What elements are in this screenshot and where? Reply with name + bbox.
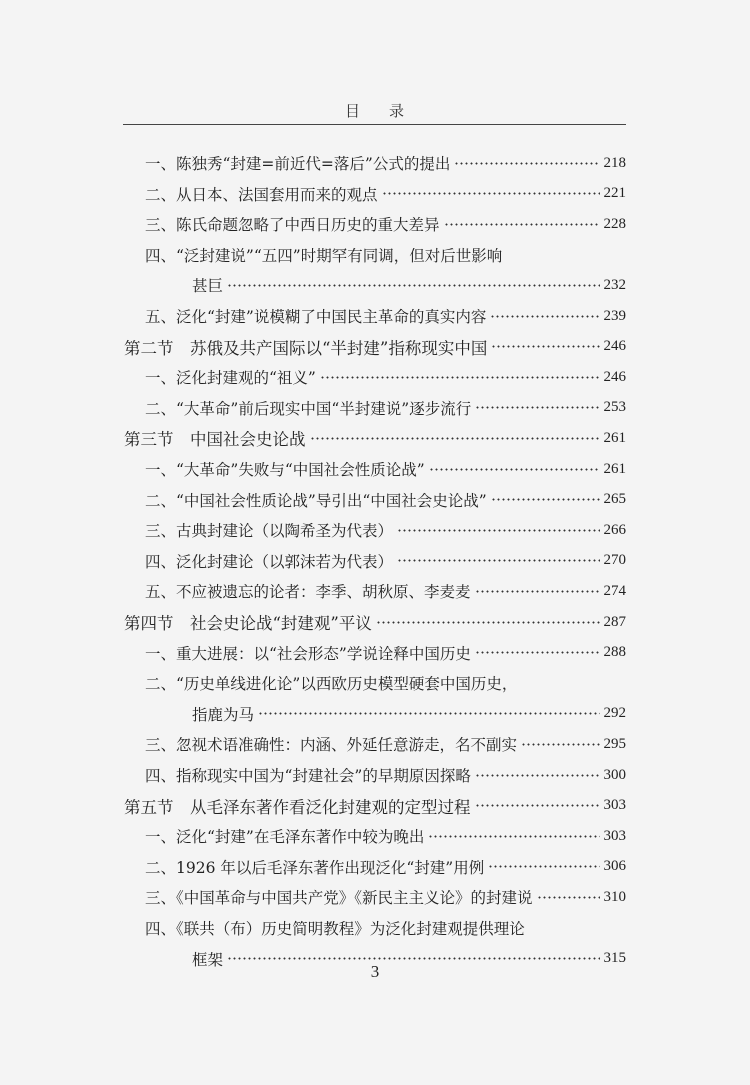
toc-entry-title: 四、泛化封建论（以郭沫若为代表） xyxy=(145,552,394,571)
toc-entry-title: 第五节 从毛泽东著作看泛化封建观的定型过程 xyxy=(124,797,471,817)
toc-page-number: 266 xyxy=(603,521,626,538)
toc-entry-title: 四、《联共（布）历史简明教程》为泛化封建观提供理论 xyxy=(145,920,525,938)
header-rule xyxy=(123,124,626,125)
toc-entry-title: 甚巨 xyxy=(192,277,224,296)
toc-page-number: 288 xyxy=(603,644,626,661)
toc-section[interactable] xyxy=(124,425,626,451)
toc-leader-dots xyxy=(227,957,599,961)
toc-entry-title: 第二节 苏俄及共产国际以“半封建”指称现实中国 xyxy=(124,338,488,358)
toc-entry-title: 三、古典封建论（以陶希圣为代表） xyxy=(145,522,394,541)
toc-section[interactable] xyxy=(124,609,626,635)
toc-page-number: 270 xyxy=(603,552,626,569)
toc-leader-dots xyxy=(382,192,600,196)
toc-entry-title: 第四节 社会史论战“封建观”平议 xyxy=(124,614,372,633)
toc-page-number: 300 xyxy=(603,766,626,783)
toc-leader-dots xyxy=(320,375,600,379)
toc-entry-title: 二、“中国社会性质论战”导引出“中国社会史论战” xyxy=(145,491,487,510)
toc-leader-dots xyxy=(428,834,599,838)
toc-entry[interactable] xyxy=(145,823,626,849)
toc-entry-title: 二、“大革命”前后现实中国“半封建说”逐步流行 xyxy=(145,399,472,418)
toc-entry-title: 五、泛化“封建”说模糊了中国民主革命的真实内容 xyxy=(145,308,487,326)
toc-leader-dots xyxy=(491,498,600,502)
toc-entry[interactable] xyxy=(192,701,626,727)
toc-entry[interactable] xyxy=(145,854,626,880)
toc-leader-dots xyxy=(454,161,599,165)
toc-entry[interactable] xyxy=(145,181,626,207)
toc-entry[interactable] xyxy=(145,762,626,788)
page-header xyxy=(0,100,750,121)
toc-leader-dots xyxy=(258,712,599,716)
toc-entry[interactable] xyxy=(145,456,626,482)
toc-leader-dots xyxy=(429,467,600,471)
toc-page-number: 274 xyxy=(603,582,626,599)
toc-entry[interactable] xyxy=(145,395,626,421)
toc-page-number: 303 xyxy=(603,827,626,844)
toc-leader-dots xyxy=(227,283,599,287)
toc-leader-dots xyxy=(376,620,600,624)
header-title-left: 目 xyxy=(344,102,361,120)
toc-entry[interactable] xyxy=(145,884,626,910)
toc-leader-dots xyxy=(397,528,599,532)
toc-page-number: 239 xyxy=(603,307,626,324)
toc-page-number: 315 xyxy=(603,950,626,967)
toc-entry[interactable] xyxy=(145,731,626,757)
toc-entry-title: 三、忽视术语准确性：内涵、外延任意游走，名不副实 xyxy=(145,736,518,755)
toc-entry[interactable] xyxy=(145,303,626,329)
toc-entry[interactable] xyxy=(145,150,626,176)
toc-entry-title: 第三节 中国社会史论战 xyxy=(124,430,306,450)
toc-leader-dots xyxy=(475,651,600,655)
toc-entry[interactable] xyxy=(145,364,626,390)
toc-entry-title: 一、陈独秀“封建=前近代=落后”公式的提出 xyxy=(145,155,451,173)
toc-entry-title: 三、《中国革命与中国共产党》《新民主主义论》的封建说 xyxy=(145,889,533,908)
toc-section[interactable] xyxy=(124,334,626,360)
toc-entry[interactable] xyxy=(145,242,502,268)
toc-leader-dots xyxy=(475,773,600,777)
toc-leader-dots xyxy=(475,589,600,593)
toc-leader-dots xyxy=(444,222,600,226)
toc-leader-dots xyxy=(537,895,600,899)
toc-leader-dots xyxy=(397,559,599,563)
toc-page-number: 253 xyxy=(603,399,626,416)
toc-entry-title: 一、泛化封建观的“祖义” xyxy=(145,369,316,388)
toc-page-number: 295 xyxy=(603,735,626,752)
toc-page-number: 246 xyxy=(603,368,626,385)
toc-leader-dots xyxy=(475,406,599,410)
toc-section[interactable] xyxy=(124,793,626,819)
toc-leader-dots xyxy=(310,436,600,440)
toc-entry-title: 三、陈氏命题忽略了中西日历史的重大差异 xyxy=(145,216,440,235)
toc-page-number: 232 xyxy=(603,276,626,293)
toc-leader-dots xyxy=(488,865,599,869)
toc-entry[interactable] xyxy=(145,211,626,237)
header-title-right: 录 xyxy=(389,102,406,120)
toc-entry-title: 四、指称现实中国为“封建社会”的早期原因探略 xyxy=(145,767,471,785)
toc-leader-dots xyxy=(490,314,599,318)
toc-entry[interactable] xyxy=(145,548,626,574)
page-number: 3 xyxy=(370,962,380,981)
toc-entry-title: 框架 xyxy=(192,950,224,969)
toc-page-number: 287 xyxy=(603,613,626,630)
toc-entry[interactable] xyxy=(145,578,626,604)
toc-entry-title: 一、泛化“封建”在毛泽东著作中较为晚出 xyxy=(145,828,425,847)
toc-entry-title: 一、“大革命”失败与“中国社会性质论战” xyxy=(145,461,425,479)
toc-page-number: 310 xyxy=(603,888,626,905)
toc-leader-dots xyxy=(491,345,599,349)
toc-entry-title: 四、“泛封建说”“五四”时期罕有同调，但对后世影响 xyxy=(145,246,503,265)
toc-entry[interactable] xyxy=(192,272,626,298)
toc-entry-title: 指鹿为马 xyxy=(192,705,255,724)
toc-entry[interactable] xyxy=(145,487,626,513)
toc-page-number: 228 xyxy=(603,215,626,232)
toc-entry[interactable] xyxy=(145,517,626,543)
toc-entry-title: 五、不应被遗忘的论者：李季、胡秋原、李麦麦 xyxy=(145,583,471,602)
toc-entry[interactable] xyxy=(145,640,626,666)
toc-leader-dots xyxy=(475,804,600,808)
toc-page-number: 218 xyxy=(603,154,626,171)
toc-entry-title: 一、重大进展：以“社会形态”学说诠释中国历史 xyxy=(145,644,471,663)
toc-page-number: 303 xyxy=(603,797,626,814)
toc-page-number: 261 xyxy=(603,460,626,477)
toc-page-number: 292 xyxy=(603,705,626,722)
toc-page-number: 221 xyxy=(603,185,626,202)
toc-page-number: 306 xyxy=(603,858,626,875)
toc-entry[interactable] xyxy=(145,670,517,696)
toc-entry-title: 二、从日本、法国套用而来的观点 xyxy=(145,185,378,204)
toc-entry-title: 二、1926 年以后毛泽东著作出现泛化“封建”用例 xyxy=(145,858,485,877)
toc-leader-dots xyxy=(521,742,599,746)
toc-page-number: 246 xyxy=(603,338,626,355)
toc-page-number: 261 xyxy=(603,429,626,446)
toc-page-number: 265 xyxy=(603,491,626,508)
toc-entry[interactable] xyxy=(145,915,525,941)
toc-entry-title: 二、“历史单线进化论”以西欧历史模型硬套中国历史， xyxy=(145,675,518,694)
